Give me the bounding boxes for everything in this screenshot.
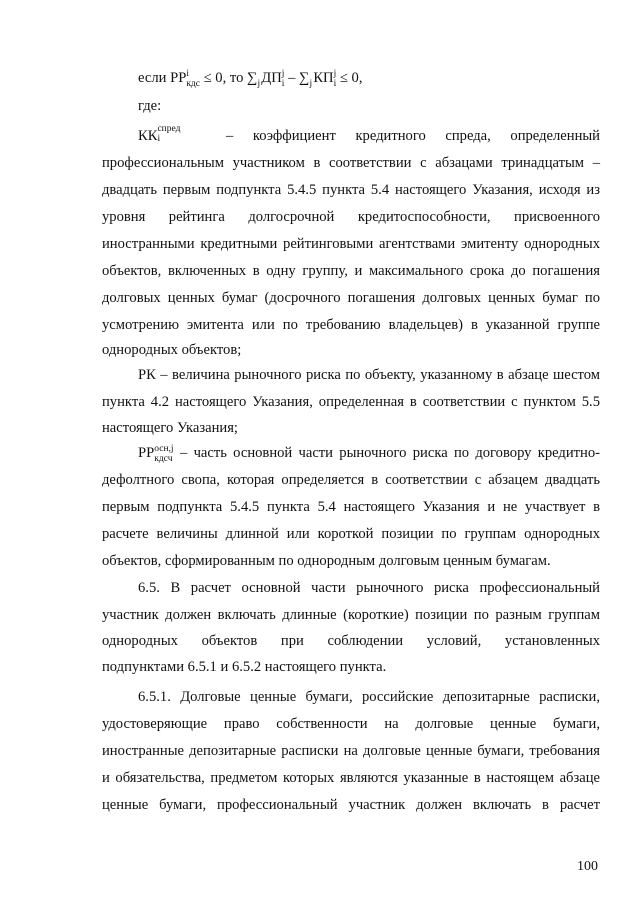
text-line: иностранными кредитными рейтинговыми агентствами эмитенту однородных: [102, 236, 600, 252]
formula-pr: PP i кдс: [170, 68, 200, 89]
text-line: участник должен включать длинные (короткие) позиции по разным группам: [102, 607, 600, 623]
text-line: усмотрению эмитента или по требованию владельцев) в указанной группе: [102, 317, 600, 333]
formula-line: [138, 68, 363, 88]
text-line: объектов, сформированным по однородным долговым ценным бумагам.: [102, 553, 551, 569]
text-line: – часть основной части рыночного риска по договору кредитно-: [180, 445, 600, 461]
text-line: подпунктами 6.5.1 и 6.5.2 настоящего пункта.: [102, 659, 387, 675]
formula-tail: ≤ 0,: [339, 70, 363, 86]
formula-if: если: [138, 70, 167, 86]
text-line: пункта 4.2 настоящего Указания, определенная в соответствии с пунктом 5.5: [102, 394, 600, 410]
where-label: где:: [138, 98, 162, 114]
formula-condition: ≤ 0, то: [203, 70, 244, 86]
text-line: настоящего Указания;: [102, 420, 238, 436]
text-line: расчете величины длинной или короткой позиции по группам однородных: [102, 526, 600, 542]
text-line: профессиональным участником в соответствии с абзацами тринадцатым –: [102, 155, 600, 171]
page-number: 100: [577, 859, 598, 874]
formula-sum-dp: $\sum_j$ ДП j i: [247, 68, 285, 89]
text-line: ценные бумаги, профессиональный участник должен включать в расчет: [102, 797, 600, 813]
text-line: долговых ценных бумаг (досрочного погашения долговых ценных бумаг по: [102, 290, 600, 306]
kk-symbol: КК спред i: [138, 123, 181, 144]
text-line: двадцать первым подпункта 5.4.5 пункта 5.4 настоящего Указания, исходя из: [102, 182, 600, 198]
formula-sum-kp: $\sum_j$ КП j i: [299, 68, 337, 89]
text-line: 6.5.1. Долговые ценные бумаги, российские депозитарные расписки,: [138, 689, 600, 705]
text-line: первым подпункта 5.4.5 пункта 5.4 настоящего Указания и не участвует в: [102, 499, 600, 515]
text-line: объектов, включенных в одну группу, и максимального срока до погашения: [102, 263, 600, 279]
text-line: и обязательства, предметом которых являются указанные в настоящем абзаце: [102, 770, 600, 786]
text-line: удостоверяющие право собственности на долговые ценные бумаги,: [102, 716, 600, 732]
text-line: – коэффициент кредитного спреда, определенный: [226, 128, 600, 144]
pr-symbol: PP осн,j кдсч: [138, 443, 174, 464]
text-line: уровня рейтинга долгосрочной кредитоспособности, присвоенного: [102, 209, 600, 225]
text-line: однородных объектов;: [102, 342, 242, 358]
text-line: 6.5. В расчет основной части рыночного риска профессиональный: [138, 580, 600, 596]
formula-minus: –: [288, 70, 296, 86]
text-line: однородных объектов при соблюдении условий, установленных: [102, 633, 600, 649]
text-line: РК – величина рыночного риска по объекту, указанному в абзаце шестом: [138, 367, 600, 383]
text-line: дефолтного свопа, которая определяется в соответствии с абзацем двадцать: [102, 472, 600, 488]
text-line: иностранные депозитарные расписки на долговые ценные бумаги, требования: [102, 743, 600, 759]
